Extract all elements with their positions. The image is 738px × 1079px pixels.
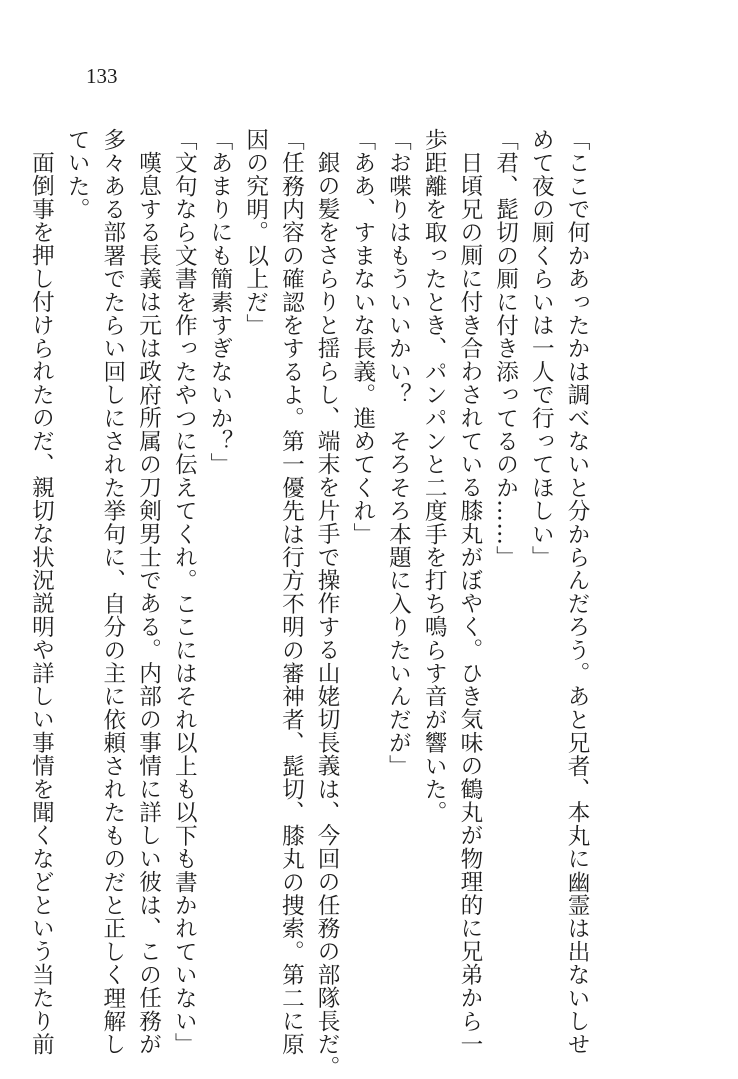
text-line: 「ここで何かあったかは調べないと分からんだろう。あと兄者、本丸に幽霊は出ないしせ: [564, 128, 590, 1056]
text-line: 面倒事を押し付けられたのだ、親切な状況説明や詳しい事情を聞くなどという当たり前: [28, 150, 55, 1056]
text-line: 「君、髭切の厠に付き添ってるのか……」: [492, 128, 519, 569]
text-line: 「任務内容の確認をするよ。第一優先は行方不明の審神者、髭切、膝丸の捜索。第二に原: [278, 128, 305, 1056]
text-line: 嘆息する長義は元は政府所属の刀剣男士である。内部の事情に詳しい彼は、この任務が: [135, 150, 162, 1056]
text-line: 「文句なら文書を作ったやつに伝えてくれ。ここにはそれ以上も以下も書かれていない」: [171, 128, 198, 1056]
text-line: ていた。: [64, 128, 91, 221]
page-number: 133: [86, 64, 118, 88]
text-line: 多々ある部署でたらい回しにされた挙句に、自分の主に依頼されたものだと正しく理解し: [99, 128, 126, 1056]
text-line: 日頃兄の厠に付き合わされている膝丸がぼやく。ひき気味の鶴丸が物理的に兄弟から一: [456, 150, 483, 1056]
text-line: 「あまりにも簡素すぎないか？」: [206, 128, 233, 476]
vertical-text-body: [28, 128, 594, 1079]
text-line: 因の究明。以上だ」: [242, 128, 269, 337]
text-line: めて夜の厠くらいは一人で行ってほしい」: [528, 128, 555, 569]
text-line: 歩距離を取ったとき、パンパンと二度手を打ち鳴らす音が響いた。: [421, 128, 448, 824]
text-line: 銀の髪をさらりと揺らし、端末を片手で操作する山姥切長義は、今回の任務の部隊長だ。: [314, 150, 341, 1079]
text-line: 「お喋りはもういいかい？ そろそろ本題に入りたいんだが」: [385, 128, 412, 778]
text-line: 「ああ、すまないな長義。進めてくれ」: [349, 128, 376, 546]
